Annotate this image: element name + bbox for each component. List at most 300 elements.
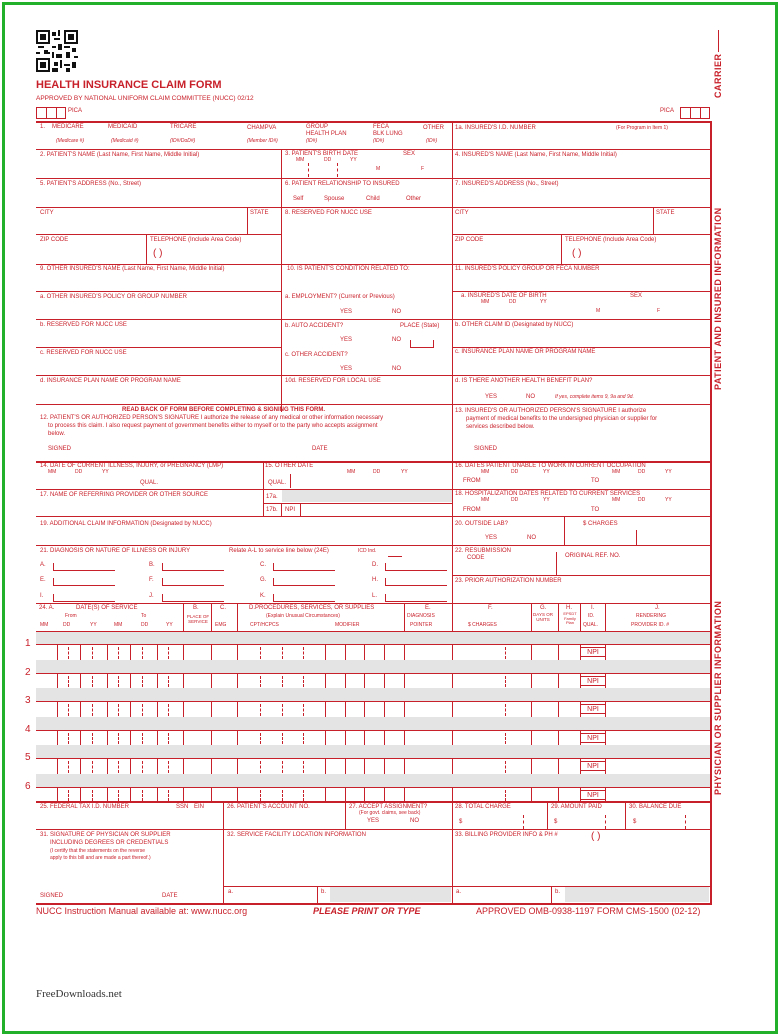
diagnosis-tick (273, 594, 274, 601)
service-line-dash (118, 733, 119, 745)
service-line-row[interactable] (36, 731, 710, 746)
service-line-dash (260, 704, 261, 716)
physician-section-label: PHYSICIAN OR SUPPLIER INFORMATION (713, 600, 723, 795)
service-line-npi: NPI (580, 790, 606, 800)
service-line-column-divider (384, 758, 385, 774)
service-header-divider (404, 603, 405, 631)
ssn-checkbox[interactable]: SSN (176, 804, 189, 810)
service-line-column-divider (558, 787, 559, 803)
other-accident-yes[interactable]: YES (340, 366, 353, 372)
relationship-other[interactable]: Other (406, 196, 422, 202)
service-line-dash (260, 647, 261, 659)
service-line-column-divider (57, 787, 58, 803)
service-line-column-divider (130, 644, 131, 660)
service-line-column-divider (452, 787, 453, 803)
service-line-column-divider (237, 644, 238, 660)
service-line-column-divider (183, 673, 184, 689)
carrier-arrow-line (718, 30, 719, 52)
diagnosis-tick (53, 578, 54, 585)
service-line-row[interactable] (36, 759, 710, 774)
service-line-dash (168, 733, 169, 745)
service-line-dash (303, 647, 304, 659)
service-line-dash (505, 790, 506, 802)
service-line-column-divider (384, 701, 385, 717)
icd-indicator-input[interactable] (388, 556, 402, 557)
other-insured-name-field[interactable]: 9. OTHER INSURED'S NAME (Last Name, First Name, Middle Initial) (40, 266, 225, 272)
service-line-dash (505, 704, 506, 716)
service-line-column-divider (183, 701, 184, 717)
facility-b-field[interactable] (330, 887, 451, 902)
resubmission-code-field[interactable]: 22. RESUBMISSION (455, 548, 512, 554)
prior-authorization-field[interactable]: 23. PRIOR AUTHORIZATION NUMBER (455, 578, 562, 584)
service-line-column-divider (130, 758, 131, 774)
insured-phone-field[interactable]: TELEPHONE (Include Area Code) (565, 237, 657, 243)
service-line-column-divider (157, 787, 158, 803)
service-line-column-divider (237, 673, 238, 689)
service-line-dash (260, 790, 261, 802)
service-line-dash (168, 790, 169, 802)
service-line-dash (118, 761, 119, 773)
service-line-column-divider (211, 644, 212, 660)
service-header-divider (580, 603, 581, 631)
insured-city-field[interactable]: CITY (455, 210, 469, 216)
service-line-column-divider (345, 673, 346, 689)
diagnosis-letter: C. (260, 562, 266, 568)
diagnosis-code-input[interactable] (273, 601, 335, 602)
diagnosis-tick (273, 578, 274, 585)
service-line-column-divider (364, 787, 365, 803)
service-header-divider (183, 603, 184, 631)
service-line-number: 3 (25, 695, 31, 706)
service-line-column-divider (384, 730, 385, 746)
service-line-column-divider (452, 730, 453, 746)
referring-17a-field[interactable] (302, 490, 452, 502)
hospitalization-dates-field[interactable]: 18. HOSPITALIZATION DATES RELATED TO CURRENT SERVICES (455, 491, 641, 497)
service-line-dash (505, 676, 506, 688)
accident-state-input[interactable] (410, 340, 434, 348)
diagnosis-letter: F. (149, 577, 154, 583)
service-line-column-divider (558, 701, 559, 717)
other-date-field[interactable]: 15. OTHER DATE (265, 463, 314, 469)
sex-f-checkbox[interactable]: F (421, 166, 425, 172)
service-line-dash (68, 647, 69, 659)
service-line-column-divider (404, 758, 405, 774)
feca-checkbox-label[interactable]: FECA (373, 124, 390, 130)
insured-dob-field[interactable]: a. INSURED'S DATE OF BIRTH (461, 293, 547, 299)
service-line-column-divider (558, 673, 559, 689)
service-line-number: 6 (25, 780, 31, 792)
service-line-dash (303, 676, 304, 688)
patient-city-field[interactable]: CITY (40, 210, 54, 216)
medicare-checkbox-label[interactable]: MEDICARE (52, 124, 84, 130)
service-line-column-divider (157, 730, 158, 746)
diagnosis-tick (53, 594, 54, 601)
service-line-column-divider (130, 673, 131, 689)
read-back-notice: READ BACK OF FORM BEFORE COMPLETING & SIGNING THIS FORM. (122, 407, 325, 413)
patient-zip-field[interactable]: ZIP CODE (40, 237, 69, 243)
unable-to-work-field[interactable]: 16. DATES PATIENT UNABLE TO WORK IN CURRENT OCCUPATION (455, 463, 646, 469)
service-line-column-divider (558, 730, 559, 746)
diagnosis-letter: G. (260, 577, 267, 583)
service-line-dash (92, 761, 93, 773)
carrier-label: CARRIER (713, 53, 723, 98)
diagnosis-code-input[interactable] (53, 585, 115, 586)
patient-phone-field[interactable]: TELEPHONE (Include Area Code) (150, 237, 242, 243)
insurance-plan-field[interactable]: c. INSURANCE PLAN NAME OR PROGRAM NAME (455, 349, 596, 355)
diagnosis-letter: B. (149, 562, 155, 568)
service-header-divider (237, 603, 238, 631)
diagnosis-letter: H. (372, 577, 378, 583)
service-header-divider (211, 603, 212, 631)
relationship-child[interactable]: Child (366, 196, 380, 202)
diagnosis-tick (385, 594, 386, 601)
diagnosis-letter: I. (40, 593, 44, 599)
service-line-column-divider (384, 673, 385, 689)
service-line-column-divider (57, 644, 58, 660)
other-accident-no[interactable]: NO (392, 366, 401, 372)
diagnosis-code-input[interactable] (273, 570, 335, 571)
employment-yes[interactable]: YES (340, 309, 353, 315)
service-header-divider (605, 603, 606, 631)
local-use-field[interactable]: 10d. RESERVED FOR LOCAL USE (285, 378, 381, 384)
service-header-bottom (36, 631, 710, 632)
service-line-column-divider (107, 644, 108, 660)
accept-assignment-no[interactable]: NO (410, 818, 419, 824)
middle-divider (281, 149, 282, 412)
service-line-column-divider (404, 673, 405, 689)
service-line-column-divider (404, 644, 405, 660)
service-line-dash (282, 790, 283, 802)
balance-due-field[interactable]: $ (633, 819, 637, 825)
service-line-column-divider (345, 787, 346, 803)
service-line-column-divider (237, 758, 238, 774)
service-line-row[interactable] (36, 645, 710, 660)
service-line-dash (68, 704, 69, 716)
service-line-dash (68, 676, 69, 688)
service-line-dash (282, 704, 283, 716)
service-line-dash (260, 761, 261, 773)
diagnosis-tick (162, 563, 163, 570)
insured-signature-field[interactable]: SIGNED (474, 446, 498, 452)
service-line-supplemental[interactable] (36, 774, 710, 787)
service-line-column-divider (325, 673, 326, 689)
patient-signature-date[interactable]: DATE (312, 446, 328, 452)
service-line-column-divider (130, 701, 131, 717)
service-line-dash (303, 790, 304, 802)
service-line-dash (282, 733, 283, 745)
qr-code (36, 30, 78, 72)
service-line-column-divider (57, 730, 58, 746)
service-line-number: 2 (25, 666, 31, 678)
service-line-supplemental[interactable] (36, 717, 710, 730)
insured-sex-m[interactable]: M (596, 308, 601, 314)
service-line-dash (168, 761, 169, 773)
service-line-dash (118, 676, 119, 688)
diagnosis-code-input[interactable] (385, 601, 447, 602)
service-line-dash (142, 676, 143, 688)
diagnosis-code-input[interactable] (53, 601, 115, 602)
section-top-line (36, 121, 710, 123)
print-notice: PLEASE PRINT OR TYPE (313, 906, 421, 916)
diagnosis-letter: D. (372, 562, 378, 568)
service-line-column-divider (325, 787, 326, 803)
auto-accident-no[interactable]: NO (392, 337, 401, 343)
service-line-row[interactable] (36, 788, 710, 803)
insured-id-field[interactable]: 1a. INSURED'S I.D. NUMBER (455, 125, 536, 131)
service-line-column-divider (80, 701, 81, 717)
cms-1500-form: HEALTH INSURANCE CLAIM FORM APPROVED BY NATIONAL UNIFORM CLAIM COMMITTEE (NUCC) 02/12 CARRIER PICA PICA 1. MEDICARE MEDICAID TRICARE CHAMPVA GROUP HEALTH PLAN FECA BLK LUNG OTHER (Medicare #) (Medicaid #) (ID#/DoD#) (Member ID#) (ID#) (ID#) (ID#) 1a. INSURED'S I.D. NUMBER (For Program in Item 1) 2. PATIENT'S NAME (Last Name, First Name, Middle Initial) 3. PATIENT'S BIRTH DATE SEX MM DD YY M F 4. INSURED'S NAME (Last Name, First Name, Middle Initial) 5. PATIENT'S ADDRESS (No., Street) 6. PATIENT RELATIONSHIP TO INSURED Self Spouse Child Other 7. INSURED'S ADDRESS (No., Street) CITY STATE 8. RESERVED FOR NUCC USE CITY STATE ZIP CODE TELEPHONE (Include Area Code) ( ) ZIP CODE TELEPHONE (Include Area Code) ( ) 9. OTHER INSURED'S NAME (Last Name, First Name, Middle Initial) 10. IS PATIENT'S CONDITION RELATED TO: 11. INSURED'S POLICY GROUP OR FECA NUMBER a. OTHER INSURED'S POLICY OR GROUP NUMBER a. EMPLOYMENT? (Current or Previous) YES NO a. INSURED'S DATE OF BIRTH SEX MM DD YY M F b. RESERVED FOR NUCC USE b. AUTO ACCIDENT? PLACE (State) YES NO b. OTHER CLAIM ID (Designated by NUCC) c. RESERVED FOR NUCC USE c. OTHER ACCIDENT? YES NO c. INSURANCE PLAN NAME OR PROGRAM NAME d. INSURANCE PLAN NAME OR PROGRAM NAME 10d. RESERVED FOR LOCAL USE d. IS THERE ANOTHER HEALTH BENEFIT PLAN? YES NO If yes, complete items 9, 9a and 9d. READ BACK OF FORM BEFORE COMPLETING & SIGNING THIS FORM. 12. PATIENT'S OR AUTHORIZED PERSON'S SIGNATURE I authorize the release of any medical or other information necessary to process this claim. I also request payment of government benefits either to myself or to the party who accepts assignment below. SIGNED DATE 13. INSURED'S OR AUTHORIZED PERSON'S SIGNATURE I authorize payment of medical benefits to the undersigned physician or supplier for services described below. SIGNED PATIENT AND INSURED INFORMATION 14. DATE OF CURRENT ILLNESS, INJURY, or PREGNANCY (LMP) MM DD YY QUAL. 15. OTHER DATE MM DD YY QUAL. 16. DATES PATIENT UNABLE TO WORK IN CURRENT OCCUPATION MM DD YY MM DD YY FROM TO 17. NAME OF REFERRING PROVIDER OR OTHER SOURCE 17a. 17b. NPI 18. HOSPITALIZATION DATES RELATED TO CURRENT SERVICES MM DD YY MM DD YY FROM TO 19. ADDITIONAL CLAIM INFORMATION (Designated by NUCC) 20. OUTSIDE LAB? $ CHARGES YES NO 21. DIAGNOSIS OR NATURE OF ILLNESS OR INJURY Relate A-L to service line below (24E) ICD Ind. 22. RESUBMISSION CODE ORIGINAL REF. NO. 23. PRIOR AUTHORIZATION NUMBER A. B. C. D. E. F. G. H. I. J. K. L. 24. A. DATE(S) OF SERVICE From To MM DD YY MM DD YY B. PLACE OF SERVICE C. EMG D.PROCEDURES, SERVICES, OR SUPPLIES (Explain Unusual Circumstances) CPT/HCPCS MODIFIER E. DIAGNOSIS POINTER F. $ CHARGES G. DAYS OR UNITS H. EPSDT Family Plan I. ID. QUAL. J. RENDERING PROVIDER ID. # 1 NPI 2 NPI 3 NPI 4 NPI 5 NPI 6 NPI PHYSICIAN OR SUPPLIER INFORMATION 25. FEDERAL TAX I.D. NUMBER SSN EIN 26. PATIENT'S ACCOUNT NO. 27. ACCEPT ASSIGNMENT? (For govt. claims, see back) YES NO 28. TOTAL CHARGE $ 29. AMOUNT PAID $ 30. BALANCE DUE $ 31. SIGNATURE OF PHYSICIAN OR SUPPLIER INCLUDING DEGREES OR CREDENTIALS (I certify that the statements on the reverse apply to this bill and are made a part thereof.) SIGNED DATE 32. SERVICE FACILITY LOCATION INFORMATION 33. BILLING PROVIDER INFO & PH # ( ) a. b. a. b. NUCC Instruction Manual available at: www.nucc.org PLEASE PRINT OR TYPE APPROVED OMB-0938-1197 FORM CMS-1500 (02-12) FreeDownloads.net (0, 0, 780, 1036)
service-line-dash (168, 647, 169, 659)
service-line-row[interactable] (36, 674, 710, 689)
service-line-npi: NPI (580, 704, 606, 714)
champva-checkbox-label[interactable]: CHAMPVA (247, 125, 277, 131)
service-line-dash (92, 733, 93, 745)
another-plan-no[interactable]: NO (526, 394, 535, 400)
service-line-column-divider (452, 644, 453, 660)
diagnosis-letter: K. (260, 593, 266, 599)
other-claim-id-field[interactable]: b. OTHER CLAIM ID (Designated by NUCC) (455, 322, 574, 328)
diagnosis-tick (53, 563, 54, 570)
pica-left-label: PICA (68, 108, 83, 114)
service-line-supplemental[interactable] (36, 745, 710, 758)
service-line-column-divider (558, 644, 559, 660)
service-line-supplemental[interactable] (36, 631, 710, 644)
patient-address-field[interactable]: 5. PATIENT'S ADDRESS (No., Street) (40, 181, 141, 187)
service-line-dash (142, 761, 143, 773)
patient-section-label: PATIENT AND INSURED INFORMATION (713, 207, 723, 390)
service-line-dash (118, 647, 119, 659)
service-line-column-divider (558, 758, 559, 774)
service-line-column-divider (531, 673, 532, 689)
service-line-dash (68, 761, 69, 773)
birth-date-field[interactable]: 3. PATIENT'S BIRTH DATE (285, 151, 359, 157)
service-line-dash (92, 790, 93, 802)
service-line-column-divider (211, 673, 212, 689)
diagnosis-tick (385, 563, 386, 570)
outside-lab-yes[interactable]: YES (485, 535, 498, 541)
facility-location-field[interactable]: 32. SERVICE FACILITY LOCATION INFORMATION (227, 832, 366, 838)
diagnosis-code-input[interactable] (162, 585, 224, 586)
service-line-dash (142, 790, 143, 802)
insured-name-field[interactable]: 4. INSURED'S NAME (Last Name, First Name, Middle Initial) (455, 152, 617, 158)
service-line-column-divider (531, 758, 532, 774)
service-line-column-divider (80, 758, 81, 774)
employment-no[interactable]: NO (392, 309, 401, 315)
diagnosis-letter: E. (40, 577, 46, 583)
pica-left-box[interactable] (36, 107, 66, 119)
current-illness-date-field[interactable]: 14. DATE OF CURRENT ILLNESS, INJURY, or PREGNANCY (LMP) (40, 463, 224, 469)
service-line-column-divider (345, 701, 346, 717)
diagnosis-letter: J. (149, 593, 154, 599)
sex-m-checkbox[interactable]: M (376, 166, 381, 172)
service-line-dash (505, 733, 506, 745)
service-line-dash (168, 676, 169, 688)
patient-name-field[interactable]: 2. PATIENT'S NAME (Last Name, First Name, Middle Initial) (40, 152, 200, 158)
billing-b-field[interactable] (565, 887, 709, 902)
other-insured-plan-field[interactable]: d. INSURANCE PLAN NAME OR PROGRAM NAME (40, 378, 181, 384)
service-line-column-divider (452, 701, 453, 717)
service-line-dash (142, 733, 143, 745)
service-line-column-divider (531, 787, 532, 803)
service-line-dash (303, 761, 304, 773)
service-header-divider (531, 603, 532, 631)
relationship-self[interactable]: Self (293, 196, 304, 202)
service-line-column-divider (57, 701, 58, 717)
form-bottom-line (36, 903, 710, 905)
service-line-column-divider (531, 730, 532, 746)
physician-signature-date[interactable]: DATE (162, 893, 178, 899)
service-line-dash (142, 647, 143, 659)
service-line-column-divider (325, 644, 326, 660)
service-line-column-divider (130, 730, 131, 746)
referring-provider-field[interactable]: 17. NAME OF REFERRING PROVIDER OR OTHER SOURCE (40, 492, 209, 498)
service-line-dash (260, 733, 261, 745)
physician-signature-field[interactable]: SIGNED (40, 893, 64, 899)
tricare-checkbox-label[interactable]: TRICARE (170, 124, 197, 130)
insured-address-field[interactable]: 7. INSURED'S ADDRESS (No., Street) (455, 181, 559, 187)
service-line-column-divider (157, 758, 158, 774)
service-line-column-divider (325, 701, 326, 717)
service-line-column-divider (157, 644, 158, 660)
ein-checkbox[interactable]: EIN (194, 804, 205, 810)
service-line-column-divider (157, 701, 158, 717)
diagnosis-code-input[interactable] (162, 570, 224, 571)
service-line-row[interactable] (36, 702, 710, 717)
service-line-column-divider (183, 758, 184, 774)
patient-signature-field[interactable]: SIGNED (48, 446, 72, 452)
service-line-supplemental[interactable] (36, 688, 710, 701)
service-line-column-divider (107, 701, 108, 717)
service-line-npi: NPI (580, 733, 606, 743)
service-line-column-divider (237, 730, 238, 746)
service-line-dash (303, 733, 304, 745)
service-line-column-divider (80, 730, 81, 746)
insured-sex-f[interactable]: F (657, 308, 661, 314)
diagnosis-code-input[interactable] (53, 570, 115, 571)
diagnosis-letter: A. (40, 562, 46, 568)
service-line-column-divider (211, 701, 212, 717)
service-line-column-divider (107, 787, 108, 803)
service-line-column-divider (211, 787, 212, 803)
auto-accident-yes[interactable]: YES (340, 337, 353, 343)
insured-policy-field[interactable]: 11. INSURED'S POLICY GROUP OR FECA NUMBER (455, 266, 600, 272)
service-line-column-divider (183, 787, 184, 803)
service-line-column-divider (57, 758, 58, 774)
service-line-dash (92, 676, 93, 688)
diagnosis-code-input[interactable] (385, 585, 447, 586)
service-line-dash (68, 790, 69, 802)
service-line-dash (118, 704, 119, 716)
accept-assignment-yes[interactable]: YES (367, 818, 380, 824)
service-line-column-divider (211, 758, 212, 774)
service-line-column-divider (183, 730, 184, 746)
service-line-supplemental[interactable] (36, 660, 710, 673)
service-line-number: 1 (25, 638, 31, 649)
federal-tax-id-field[interactable]: 25. FEDERAL TAX I.D. NUMBER (40, 804, 129, 810)
other-insured-policy-field[interactable]: a. OTHER INSURED'S POLICY OR GROUP NUMBER (40, 294, 187, 300)
approval-note: APPROVED BY NATIONAL UNIFORM CLAIM COMMITTEE (NUCC) 02/12 (36, 95, 254, 102)
service-line-dash (282, 647, 283, 659)
service-line-column-divider (57, 673, 58, 689)
original-ref-field[interactable]: ORIGINAL REF. NO. (565, 553, 621, 559)
service-line-dash (282, 761, 283, 773)
service-line-dash (92, 704, 93, 716)
patient-account-field[interactable]: 26. PATIENT'S ACCOUNT NO. (227, 804, 310, 810)
service-line-column-divider (80, 673, 81, 689)
additional-info-field[interactable]: 19. ADDITIONAL CLAIM INFORMATION (Designated by NUCC) (40, 521, 212, 527)
service-line-column-divider (384, 787, 385, 803)
service-line-column-divider (364, 758, 365, 774)
insured-state-field[interactable]: STATE (656, 210, 675, 216)
service-line-column-divider (183, 644, 184, 660)
omb-approval: APPROVED OMB-0938-1197 FORM CMS-1500 (02-12) (476, 906, 701, 916)
service-header-divider (558, 603, 559, 631)
medicaid-checkbox-label[interactable]: MEDICAID (108, 124, 138, 130)
service-line-column-divider (345, 730, 346, 746)
service-line-column-divider (107, 730, 108, 746)
service-line-column-divider (404, 701, 405, 717)
diagnosis-code-input[interactable] (162, 601, 224, 602)
service-line-dash (68, 733, 69, 745)
service-line-column-divider (345, 644, 346, 660)
diagnosis-tick (273, 563, 274, 570)
service-line-column-divider (364, 673, 365, 689)
service-line-dash (260, 676, 261, 688)
service-line-column-divider (531, 644, 532, 660)
amount-paid-field[interactable]: $ (554, 819, 558, 825)
diagnosis-tick (162, 594, 163, 601)
watermark: FreeDownloads.net (36, 988, 122, 1000)
service-line-column-divider (80, 644, 81, 660)
insured-zip-field[interactable]: ZIP CODE (455, 237, 484, 243)
service-line-column-divider (531, 701, 532, 717)
group-health-plan-checkbox-label[interactable]: GROUP (306, 124, 329, 130)
diagnosis-tick (162, 578, 163, 585)
diagnosis-code-input[interactable] (273, 585, 335, 586)
service-line-column-divider (107, 673, 108, 689)
form-title: HEALTH INSURANCE CLAIM FORM (36, 79, 222, 91)
total-charge-field[interactable]: $ (459, 819, 463, 825)
service-line-npi: NPI (580, 676, 606, 686)
service-line-column-divider (452, 758, 453, 774)
service-line-number: 5 (25, 752, 31, 763)
diagnosis-letter: L. (372, 593, 378, 599)
service-line-npi: NPI (580, 647, 606, 657)
outside-lab-no[interactable]: NO (527, 535, 536, 541)
service-line-dash (282, 676, 283, 688)
pica-right-box[interactable] (680, 107, 710, 119)
service-line-column-divider (404, 730, 405, 746)
service-line-column-divider (364, 644, 365, 660)
diagnosis-code-input[interactable] (385, 570, 447, 571)
billing-provider-field[interactable]: 33. BILLING PROVIDER INFO & PH # (455, 832, 558, 838)
service-line-number: 4 (25, 723, 31, 735)
other-checkbox-label[interactable]: OTHER (423, 125, 444, 131)
service-line-dash (92, 647, 93, 659)
nucc-manual-note: NUCC Instruction Manual available at: www.nucc.org (36, 906, 248, 916)
service-line-column-divider (237, 787, 238, 803)
relationship-spouse[interactable]: Spouse (324, 196, 345, 202)
service-line-dash (505, 761, 506, 773)
another-plan-yes[interactable]: YES (485, 394, 498, 400)
service-header-divider (452, 603, 453, 631)
pica-right-label: PICA (660, 108, 675, 114)
diagnosis-tick (385, 578, 386, 585)
service-line-column-divider (364, 730, 365, 746)
service-line-column-divider (107, 758, 108, 774)
patient-state-field[interactable]: STATE (250, 210, 269, 216)
service-line-column-divider (384, 644, 385, 660)
